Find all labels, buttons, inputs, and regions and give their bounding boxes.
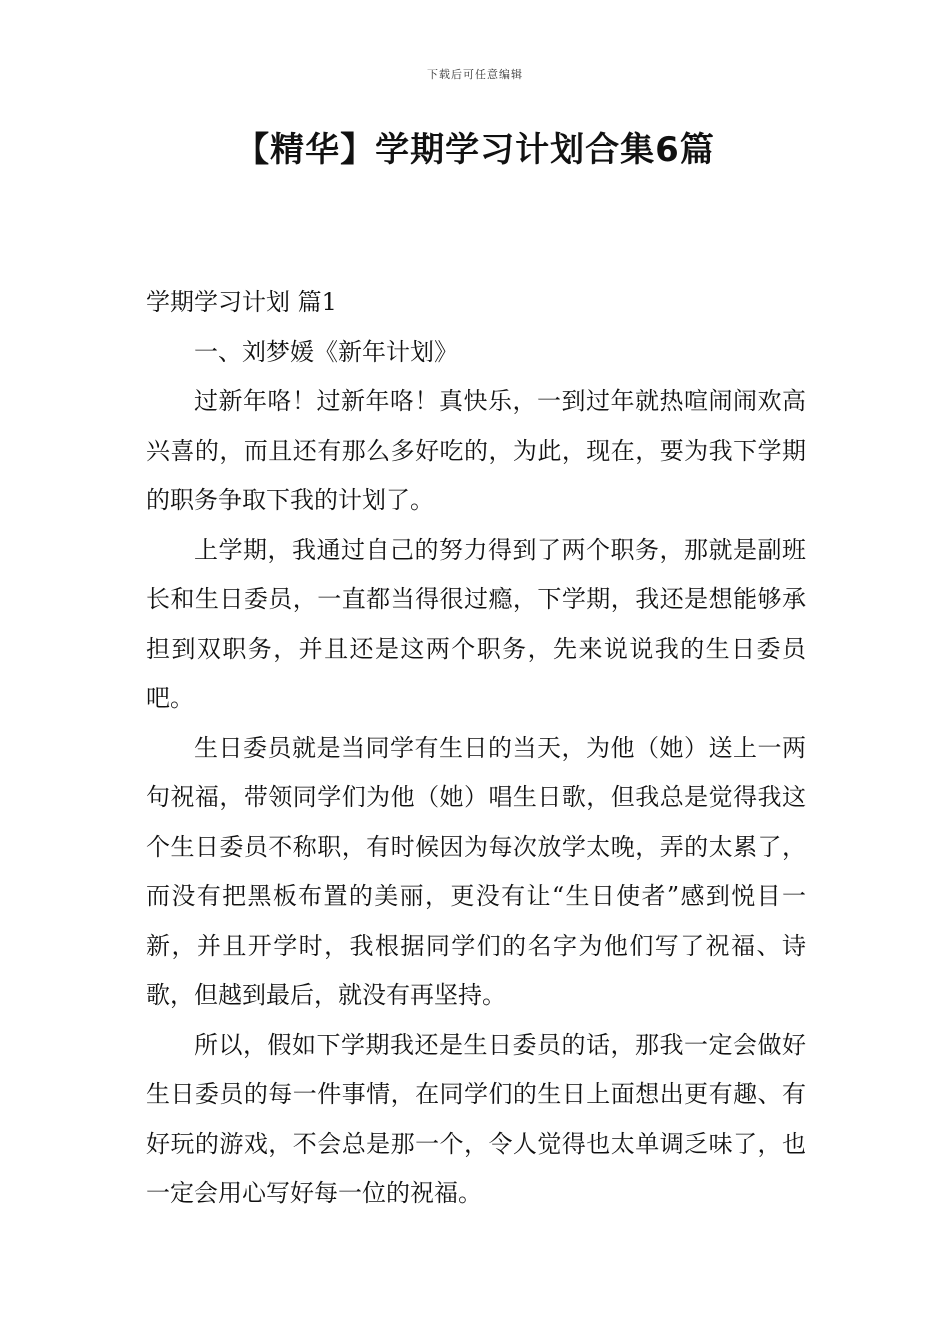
header-note: 下载后可任意编辑 bbox=[427, 68, 523, 81]
document-body bbox=[146, 278, 806, 1219]
paragraph-4: 所以，假如下学期我还是生日委员的话，那我一定会做好生日委员的每一件事情，在同学们的生日上面想出更有趣、有好玩的游戏，不会总是那一个，令人觉得也太单调乏味了，也一定会用心写好每一位的祝福。 bbox=[146, 1030, 806, 1207]
paragraph-1: 过新年咯！过新年咯！真快乐，一到过年就热喧闹闹欢高兴喜的，而且还有那么多好吃的，为此，现在，要为我下学期的职务争取下我的计划了。 bbox=[146, 387, 806, 514]
document-title: 【精华】学期学习计划合集6篇 bbox=[235, 130, 715, 170]
section-subheading: 一、刘梦媛《新年计划》 bbox=[194, 337, 458, 366]
paragraph-2: 上学期，我通过自己的努力得到了两个职务，那就是副班长和生日委员，一直都当得很过瘾，下学期，我还是想能够承担到双职务，并且还是这两个职务，先来说说我的生日委员吧。 bbox=[146, 535, 806, 712]
paragraph-3: 生日委员就是当同学有生日的当天，为他（她）送上一两句祝福，带领同学们为他（她）唱生日歌，但我总是觉得我这个生日委员不称职，有时候因为每次放学太晚，弄的太累了，而没有把黑板布置的美丽，更没有让“生日使者”感到悦目一新，并且开学时，我根据同学们的名字为他们写了祝福、诗歌，但越到最后，就没有再坚持。 bbox=[146, 733, 806, 1009]
section-heading: 学期学习计划 篇1 bbox=[146, 288, 337, 316]
